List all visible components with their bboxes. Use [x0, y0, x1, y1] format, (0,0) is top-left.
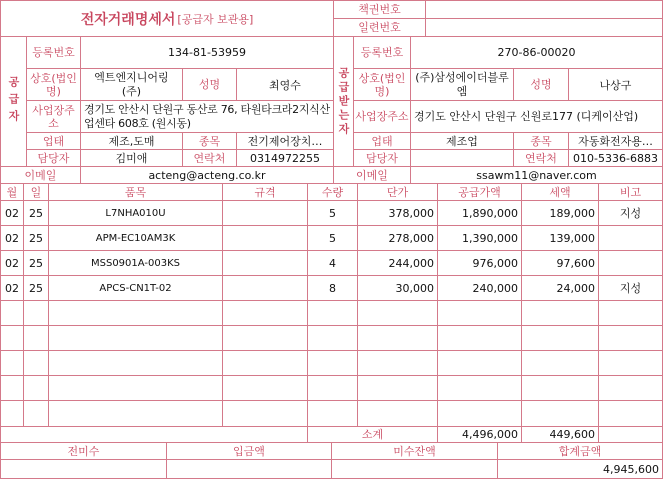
- empty-row-cell: [598, 350, 663, 376]
- supplier-side-label: 공급자: [0, 36, 27, 167]
- empty-row-cell: [0, 350, 24, 376]
- row-day-cell: 25: [23, 250, 49, 276]
- row-supply-cell: 976,000: [437, 250, 522, 276]
- col-month: 월: [0, 183, 24, 201]
- supplier-manager-label: 담당자: [26, 149, 81, 167]
- buyer-email-label: 이메일: [333, 166, 411, 184]
- row-day-cell: 25: [23, 275, 49, 301]
- row-item-cell: L7NHA010U: [48, 200, 223, 226]
- empty-row-cell: [521, 325, 599, 351]
- empty-row-cell: [307, 400, 358, 427]
- row-qty-cell: 8: [307, 275, 358, 301]
- buyer-ceo-label: 성명: [513, 68, 569, 101]
- col-spec: 규격: [222, 183, 308, 201]
- buyer-email: ssawm11@naver.com: [410, 166, 663, 184]
- empty-row-cell: [521, 400, 599, 427]
- prev-unpaid-value: [0, 459, 167, 479]
- row-tax-cell: 97,600: [521, 250, 599, 276]
- unpaid-balance-value: [331, 459, 498, 479]
- empty-row-cell: [521, 375, 599, 401]
- empty-row-cell: [598, 325, 663, 351]
- supplier-contact-label: 연락처: [182, 149, 237, 167]
- empty-row-cell: [48, 375, 223, 401]
- row-month-cell: 02: [0, 225, 24, 251]
- col-supply: 공급가액: [437, 183, 522, 201]
- empty-row-cell: [23, 300, 49, 326]
- empty-row-cell: [23, 400, 49, 427]
- supplier-contact: 0314972255: [236, 149, 334, 167]
- row-supply-cell: 1,890,000: [437, 200, 522, 226]
- empty-row-cell: [357, 400, 438, 427]
- supplier-biz-item-label: 종목: [182, 132, 237, 150]
- empty-row-cell: [521, 350, 599, 376]
- empty-row-cell: [598, 375, 663, 401]
- subtotal-spacer: [0, 426, 308, 443]
- empty-row-cell: [437, 300, 522, 326]
- row-qty-cell: 5: [307, 200, 358, 226]
- empty-row-cell: [0, 400, 24, 427]
- row-qty-cell: 5: [307, 225, 358, 251]
- row-note-cell: 지성: [598, 200, 663, 226]
- row-price-cell: 378,000: [357, 200, 438, 226]
- empty-row-cell: [23, 325, 49, 351]
- empty-row-cell: [357, 350, 438, 376]
- col-note: 비고: [598, 183, 663, 201]
- row-month-cell: 02: [0, 200, 24, 226]
- empty-row-cell: [521, 300, 599, 326]
- buyer-contact-label: 연락처: [513, 149, 569, 167]
- supplier-reg-no: 134-81-53959: [80, 36, 334, 69]
- buyer-ceo: 나상구: [568, 68, 663, 101]
- supplier-email: acteng@acteng.co.kr: [80, 166, 334, 184]
- buyer-manager-label: 담당자: [353, 149, 411, 167]
- serial-no-value: [425, 18, 663, 37]
- empty-row-cell: [222, 325, 308, 351]
- row-item-cell: MSS0901A-003KS: [48, 250, 223, 276]
- buyer-company-label: 상호(법인명): [353, 68, 411, 101]
- empty-row-cell: [307, 300, 358, 326]
- buyer-reg-no-label: 등록번호: [353, 36, 411, 69]
- supplier-ceo: 최영수: [236, 68, 334, 101]
- col-day: 일: [23, 183, 49, 201]
- supplier-ceo-label: 성명: [182, 68, 237, 101]
- row-note-cell: [598, 225, 663, 251]
- document-subtitle: [공급자 보관용]: [177, 12, 254, 26]
- empty-row-cell: [222, 400, 308, 427]
- buyer-contact: 010-5336-6883: [568, 149, 663, 167]
- unpaid-balance-label: 미수잔액: [331, 442, 498, 460]
- row-tax-cell: 139,000: [521, 225, 599, 251]
- buyer-address: 경기도 안산시 단원구 신원로177 (디케이산업): [410, 100, 663, 133]
- row-note-cell: 지성: [598, 275, 663, 301]
- total-label: 합계금액: [497, 442, 663, 460]
- row-item-cell: APM-EC10AM3K: [48, 225, 223, 251]
- row-supply-cell: 1,390,000: [437, 225, 522, 251]
- book-no-value: [425, 0, 663, 19]
- buyer-biz-type: 제조업: [410, 132, 514, 150]
- deposit-label: 입금액: [166, 442, 332, 460]
- buyer-company: (주)삼성에이더블루엠: [410, 68, 514, 101]
- document-title: 전자거래명세서: [80, 11, 176, 28]
- empty-row-cell: [357, 325, 438, 351]
- empty-row-cell: [0, 325, 24, 351]
- row-spec-cell: [222, 250, 308, 276]
- deposit-value: [166, 459, 332, 479]
- supplier-company: 엑트엔지니어링(주): [80, 68, 183, 101]
- empty-row-cell: [437, 375, 522, 401]
- supplier-reg-no-label: 등록번호: [26, 36, 81, 69]
- supplier-biz-item: 전기제어장치…: [236, 132, 334, 150]
- row-spec-cell: [222, 225, 308, 251]
- empty-row-cell: [48, 400, 223, 427]
- empty-row-cell: [48, 325, 223, 351]
- row-price-cell: 30,000: [357, 275, 438, 301]
- title-cell: [0, 0, 334, 37]
- buyer-manager: [410, 149, 514, 167]
- supplier-company-label: 상호(법인명): [26, 68, 81, 101]
- empty-row-cell: [48, 300, 223, 326]
- empty-row-cell: [357, 375, 438, 401]
- subtotal-supply: 4,496,000: [437, 426, 522, 443]
- subtotal-note: [598, 426, 663, 443]
- empty-row-cell: [23, 350, 49, 376]
- prev-unpaid-label: 전미수: [0, 442, 167, 460]
- row-qty-cell: 4: [307, 250, 358, 276]
- subtotal-tax: 449,600: [521, 426, 599, 443]
- empty-row-cell: [437, 400, 522, 427]
- empty-row-cell: [307, 350, 358, 376]
- supplier-biz-type-label: 업태: [26, 132, 81, 150]
- row-day-cell: 25: [23, 200, 49, 226]
- book-no-label: 책권번호: [333, 0, 426, 19]
- row-price-cell: 278,000: [357, 225, 438, 251]
- empty-row-cell: [357, 300, 438, 326]
- row-spec-cell: [222, 275, 308, 301]
- empty-row-cell: [222, 300, 308, 326]
- col-qty: 수량: [307, 183, 358, 201]
- subtotal-label: 소계: [307, 426, 438, 443]
- row-note-cell: [598, 250, 663, 276]
- empty-row-cell: [0, 375, 24, 401]
- empty-row-cell: [307, 325, 358, 351]
- empty-row-cell: [222, 350, 308, 376]
- empty-row-cell: [437, 325, 522, 351]
- empty-row-cell: [307, 375, 358, 401]
- col-tax: 세액: [521, 183, 599, 201]
- row-price-cell: 244,000: [357, 250, 438, 276]
- empty-row-cell: [48, 350, 223, 376]
- buyer-biz-item-label: 종목: [513, 132, 569, 150]
- buyer-biz-type-label: 업태: [353, 132, 411, 150]
- row-item-cell: APCS-CN1T-02: [48, 275, 223, 301]
- buyer-address-label: 사업장주소: [353, 100, 411, 133]
- row-month-cell: 02: [0, 275, 24, 301]
- buyer-side-label: 공급받는자: [333, 36, 354, 167]
- empty-row-cell: [222, 375, 308, 401]
- supplier-email-label: 이메일: [0, 166, 81, 184]
- row-tax-cell: 189,000: [521, 200, 599, 226]
- row-tax-cell: 24,000: [521, 275, 599, 301]
- supplier-manager: 김미애: [80, 149, 183, 167]
- total-value: 4,945,600: [497, 459, 663, 479]
- supplier-address-label: 사업장주소: [26, 100, 81, 133]
- empty-row-cell: [437, 350, 522, 376]
- row-spec-cell: [222, 200, 308, 226]
- row-day-cell: 25: [23, 225, 49, 251]
- empty-row-cell: [0, 300, 24, 326]
- empty-row-cell: [23, 375, 49, 401]
- supplier-address: 경기도 안산시 단원구 동산로 76, 타원타크라2지식산업센타 608호 (원시동): [80, 100, 334, 133]
- col-price: 단가: [357, 183, 438, 201]
- empty-row-cell: [598, 300, 663, 326]
- supplier-biz-type: 제조,도매: [80, 132, 183, 150]
- col-item: 품목: [48, 183, 223, 201]
- buyer-biz-item: 자동화전자용…: [568, 132, 663, 150]
- serial-no-label: 일련번호: [333, 18, 426, 37]
- empty-row-cell: [598, 400, 663, 427]
- buyer-reg-no: 270-86-00020: [410, 36, 663, 69]
- row-month-cell: 02: [0, 250, 24, 276]
- row-supply-cell: 240,000: [437, 275, 522, 301]
